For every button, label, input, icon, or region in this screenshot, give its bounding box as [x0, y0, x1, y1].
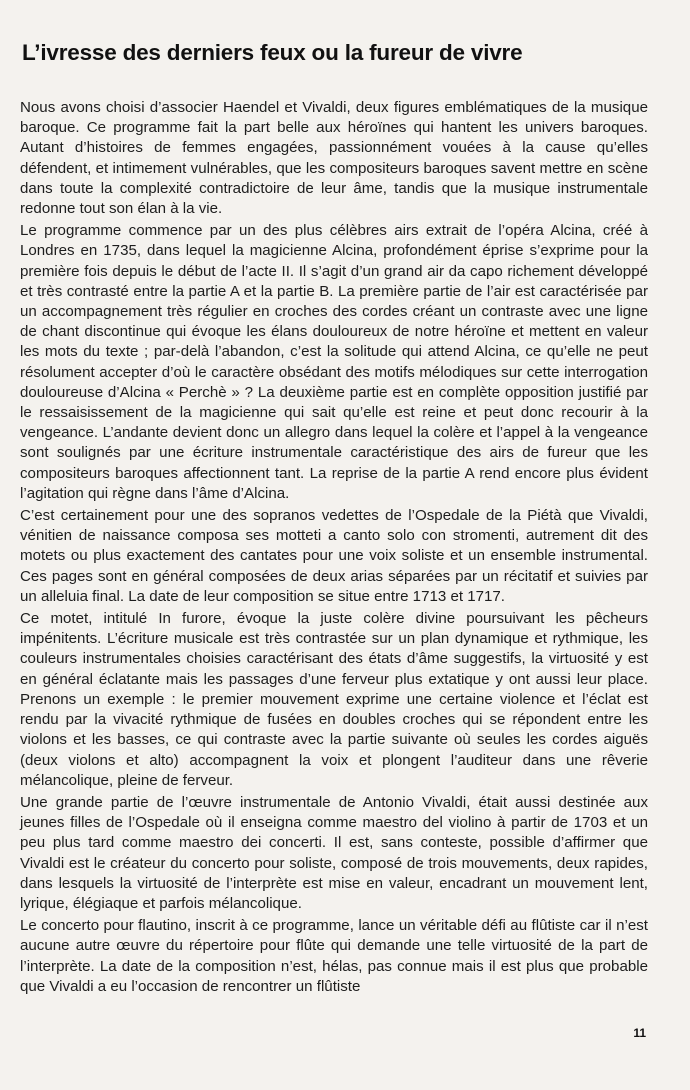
paragraph-alcina: Le programme commence par un des plus célèbres airs extrait de l’opéra Alcina, créé à Londres en 1735, dans lequel la magicienne Alcina, profondément éprise s’exprime pour la première fois depuis le début de l’acte II. Il s’agit d’un grand air da capo richement développé et très contrasté entre la partie A et la partie B. La première partie de l’air est caractérisée par un accompagnement très régulier en croches des cordes créant un contraste avec une ligne de chant discontinue qui évoque les élans douloureux de notre héroïne et mettent en valeur les mots du texte ; par-delà l’abandon, c’est la solitude qui attend Alcina, ce qu’elle ne peut résolument accepter d’où le caractère obsédant des motifs mélodiques sur cette interrogation douloureuse d’Alcina « Perchè » ? La deuxième partie est en complète opposition justifié par le ressaisissement de la magicienne qui sait qu’elle est reine et peut donc recourir à la vengeance. L’andante devient donc un allegro dans lequel la colère et l’appel à la vengeance sont soulignés par une écriture instrumentale caractéristique des airs de fureur que les compositeurs baroques affectionnent tant. La reprise de la partie A rend encore plus évident l’agitation qui règne dans l’âme d’Alcina. [20, 222, 648, 502]
article-body [20, 98, 648, 999]
paragraph-instrumental-work: Une grande partie de l’œuvre instrumentale de Antonio Vivaldi, était aussi destinée aux jeunes filles de l’Ospedale où il enseigna comme maestro del violino à partir de 1703 et un peu plus tard comme maestro dei concerti. Il est, sans conteste, possible d’affirmer que Vivaldi est le créateur du concerto pour soliste, composé de trois mouvements, deux rapides, dans lesquels la virtuosité de l’interprète est mise en valeur, encadrant un mouvement lent, lyrique, élégiaque et parfois mélancolique. [20, 793, 648, 912]
page-number: 11 [633, 1026, 646, 1040]
paragraph-vivaldi-motets: C’est certainement pour une des sopranos vedettes de l’Ospedale de la Piétà que Vivaldi, vénitien de naissance composa ses motteti a canto solo con stromenti, autrement dit des motets ou plus exactement des cantates pour une voix soliste et un ensemble instrumental. Ces pages sont en général composées de deux arias séparées par un récitatif et suivies par un alleluia final. La date de leur composition se situe entre 1713 et 1717. [20, 507, 648, 605]
paragraph-in-furore: Ce motet, intitulé In furore, évoque la juste colère divine poursuivant les pêcheurs impénitents. L’écriture musicale est très contrastée sur un plan dynamique et rythmique, les couleurs instrumentales choisies caractérisant des états d’âme suggestifs, la virtuosité y est en général éclatante mais les passages d’une ferveur plus extatique y ont aussi leur place. Prenons un exemple : le premier mouvement exprime une certaine violence et l’éclat est rendu par la vivacité rythmique de fusées en doubles croches qui se répondent entre les violons et les basses, ce qui contraste avec la partie suivante où seules les cordes aiguës (deux violons et alto) accompagnent la voix et plongent l’auditeur dans une rêverie mélancolique, pleine de ferveur. [20, 610, 648, 789]
paragraph-intro: Nous avons choisi d’associer Haendel et Vivaldi, deux figures emblématiques de la musique baroque. Ce programme fait la part belle aux héroïnes qui hantent les univers baroques. Autant d’histoires de femmes engagées, passionnément vouées à la cause qu’elles défendent, et intimement vulnérables, que les compositeurs baroques savent mettre en scène dans toute la complexité contradictoire de leur âme, tandis que la musique instrumentale redonne tout son élan à la vie. [20, 99, 648, 218]
paragraph-flautino-concerto: Le concerto pour flautino, inscrit à ce programme, lance un véritable défi au flûtiste car il n’est aucune autre œuvre du répertoire pour flûte qui demande une telle virtuosité de la part de l’interprète. La date de la composition n’est, hélas, pas connue mais il est plus que probable que Vivaldi a eu l’occasion de rencontrer un flûtiste [20, 917, 648, 995]
page-title: L’ivresse des derniers feux ou la fureur de vivre [22, 40, 523, 65]
